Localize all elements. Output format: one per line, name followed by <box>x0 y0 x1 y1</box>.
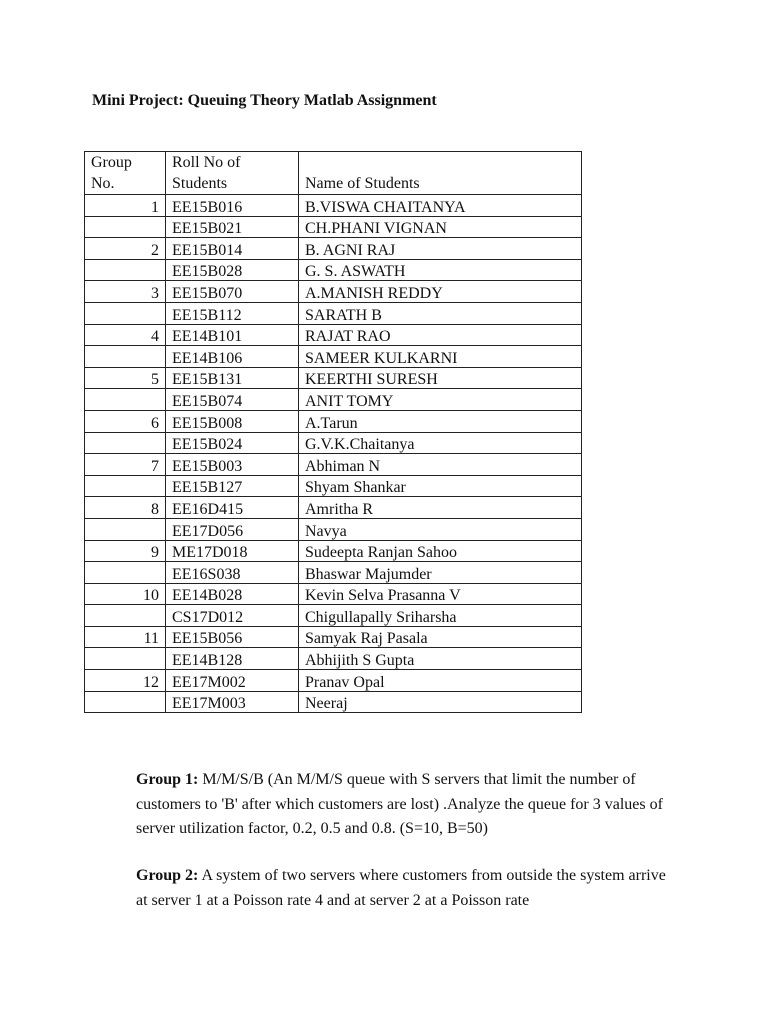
group-no-cell <box>85 648 166 670</box>
table-row <box>85 670 582 692</box>
student-name-cell: Pranav Opal <box>299 670 582 692</box>
table-row <box>85 626 582 648</box>
student-name-cell: G.V.K.Chaitanya <box>299 432 582 454</box>
student-name-cell: Kevin Selva Prasanna V <box>299 583 582 605</box>
group-1-text: M/M/S/B (An M/M/S queue with S servers that limit the number of customers to 'B' after which customers are lost) .Analyze the queue for 3 values of server utilization factor, 0.2, 0.5 and 0.8. (S=10, B=50) <box>136 771 663 837</box>
table-row <box>85 540 582 562</box>
group-no-cell: 12 <box>85 670 166 692</box>
roll-no-cell: EE15B008 <box>166 410 299 432</box>
group-no-cell: 8 <box>85 497 166 519</box>
roll-no-cell: EE15B131 <box>166 367 299 389</box>
group-no-cell: 4 <box>85 324 166 346</box>
student-name-cell: A.MANISH REDDY <box>299 281 582 303</box>
student-name-cell: B.VISWA CHAITANYA <box>299 195 582 217</box>
roll-no-cell: EE17M002 <box>166 670 299 692</box>
student-name-cell: SAMEER KULKARNI <box>299 346 582 368</box>
header-name-text: Name of Students <box>305 175 420 192</box>
group-no-cell <box>85 605 166 627</box>
group-no-cell <box>85 302 166 324</box>
table-row <box>85 238 582 260</box>
roll-no-cell: EE16D415 <box>166 497 299 519</box>
roll-no-cell: EE16S038 <box>166 562 299 584</box>
header-group-line1: Group <box>91 154 132 171</box>
header-roll-line1: Roll No of <box>172 154 241 171</box>
group-no-cell <box>85 389 166 411</box>
group-2-text: A system of two servers where customers from outside the system arrive at server 1 at a Poisson rate 4 and at server 2 at a Poisson rate <box>136 867 666 909</box>
roll-no-cell: EE14B028 <box>166 583 299 605</box>
student-name-cell: Shyam Shankar <box>299 475 582 497</box>
table-row <box>85 259 582 281</box>
table-header-row <box>85 152 582 195</box>
group-no-cell <box>85 691 166 713</box>
group-1-description <box>136 768 676 842</box>
table-row <box>85 389 582 411</box>
table-row <box>85 583 582 605</box>
student-name-cell: B. AGNI RAJ <box>299 238 582 260</box>
group-no-cell: 6 <box>85 410 166 432</box>
header-student-name <box>299 152 582 195</box>
student-name-cell: Bhaswar Majumder <box>299 562 582 584</box>
student-name-cell: SARATH B <box>299 302 582 324</box>
group-2-label: Group 2: <box>136 867 199 884</box>
table-row <box>85 367 582 389</box>
group-no-cell: 2 <box>85 238 166 260</box>
roll-no-cell: EE15B003 <box>166 454 299 476</box>
student-name-cell: Amritha R <box>299 497 582 519</box>
roll-no-cell: EE15B016 <box>166 195 299 217</box>
roll-no-cell: CS17D012 <box>166 605 299 627</box>
student-name-cell: Abhiman N <box>299 454 582 476</box>
header-group-no <box>85 152 166 195</box>
roll-no-cell: EE15B021 <box>166 216 299 238</box>
group-1-label: Group 1: <box>136 771 199 788</box>
table-row <box>85 281 582 303</box>
table-row <box>85 302 582 324</box>
group-no-cell: 11 <box>85 626 166 648</box>
group-no-cell: 9 <box>85 540 166 562</box>
roll-no-cell: EE15B056 <box>166 626 299 648</box>
header-roll-line2: Students <box>172 175 228 192</box>
table-row <box>85 410 582 432</box>
roll-no-cell: EE15B024 <box>166 432 299 454</box>
header-roll-no <box>166 152 299 195</box>
group-2-description <box>136 864 676 913</box>
roll-no-cell: EE15B074 <box>166 389 299 411</box>
table-row <box>85 454 582 476</box>
roll-no-cell: EE15B070 <box>166 281 299 303</box>
roll-no-cell: EE17M003 <box>166 691 299 713</box>
table-row <box>85 648 582 670</box>
table-row <box>85 605 582 627</box>
group-no-cell <box>85 216 166 238</box>
group-no-cell: 10 <box>85 583 166 605</box>
roll-no-cell: EE15B028 <box>166 259 299 281</box>
roll-no-cell: EE17D056 <box>166 518 299 540</box>
table-row <box>85 432 582 454</box>
group-no-cell <box>85 518 166 540</box>
student-name-cell: A.Tarun <box>299 410 582 432</box>
student-name-cell: CH.PHANI VIGNAN <box>299 216 582 238</box>
student-groups-table <box>84 151 582 713</box>
group-no-cell <box>85 346 166 368</box>
table-row <box>85 195 582 217</box>
student-name-cell: RAJAT RAO <box>299 324 582 346</box>
group-no-cell <box>85 475 166 497</box>
roll-no-cell: EE15B127 <box>166 475 299 497</box>
student-name-cell: Chigullapally Sriharsha <box>299 605 582 627</box>
group-no-cell <box>85 562 166 584</box>
header-group-line2: No. <box>91 175 115 192</box>
table-row <box>85 324 582 346</box>
group-no-cell <box>85 259 166 281</box>
student-name-cell: ANIT TOMY <box>299 389 582 411</box>
student-name-cell: Sudeepta Ranjan Sahoo <box>299 540 582 562</box>
roll-no-cell: EE14B128 <box>166 648 299 670</box>
table-row <box>85 346 582 368</box>
table-row <box>85 216 582 238</box>
document-title: Mini Project: Queuing Theory Matlab Assignment <box>92 92 437 109</box>
student-name-cell: Samyak Raj Pasala <box>299 626 582 648</box>
table-row <box>85 562 582 584</box>
group-no-cell: 3 <box>85 281 166 303</box>
student-name-cell: G. S. ASWATH <box>299 259 582 281</box>
student-name-cell: Abhijith S Gupta <box>299 648 582 670</box>
roll-no-cell: EE15B014 <box>166 238 299 260</box>
roll-no-cell: EE15B112 <box>166 302 299 324</box>
table-row <box>85 691 582 713</box>
roll-no-cell: ME17D018 <box>166 540 299 562</box>
table-row <box>85 518 582 540</box>
table-row <box>85 475 582 497</box>
group-no-cell: 1 <box>85 195 166 217</box>
table-row <box>85 497 582 519</box>
group-no-cell: 7 <box>85 454 166 476</box>
group-no-cell: 5 <box>85 367 166 389</box>
group-no-cell <box>85 432 166 454</box>
student-name-cell: KEERTHI SURESH <box>299 367 582 389</box>
student-name-cell: Navya <box>299 518 582 540</box>
roll-no-cell: EE14B106 <box>166 346 299 368</box>
student-name-cell: Neeraj <box>299 691 582 713</box>
roll-no-cell: EE14B101 <box>166 324 299 346</box>
